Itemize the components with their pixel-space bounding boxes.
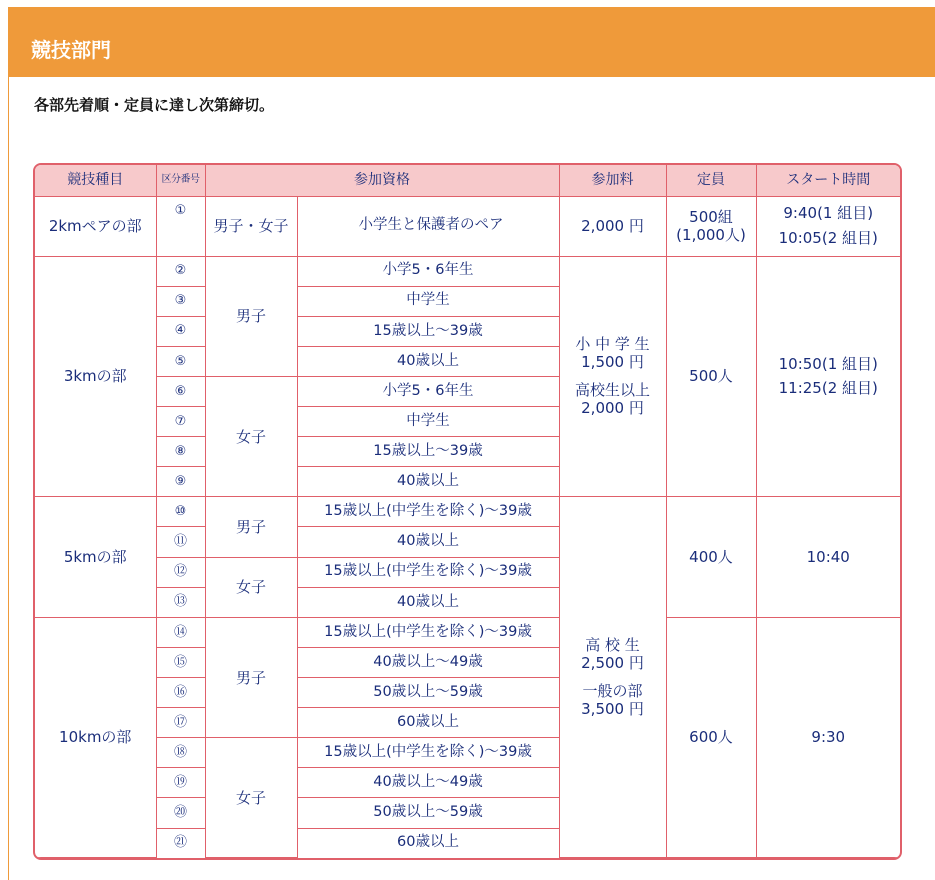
capacity-line: (1,000人)	[676, 226, 746, 244]
start-time-line: 10:05(2 組目)	[778, 229, 878, 247]
number-cell: ⑳	[156, 798, 205, 828]
entry-note: 各部先着順・定員に達し次第締切。	[34, 96, 275, 114]
number-cell: ⑤	[156, 346, 205, 376]
fee-line: 一般の部	[582, 682, 643, 701]
number-cell: ⑩	[156, 497, 205, 527]
gender-female: 女子	[205, 376, 297, 496]
number-cell: ⑰	[156, 708, 205, 738]
number-cell: ①	[156, 196, 205, 256]
number-cell: ⑱	[156, 738, 205, 768]
number-cell: ⑧	[156, 437, 205, 467]
qualification-cell: 40歳以上	[297, 467, 559, 497]
qualification-cell: 15歳以上〜39歳	[297, 316, 559, 346]
event-table	[35, 165, 900, 858]
number-cell: ⑥	[156, 376, 205, 406]
qualification-cell: 40歳以上	[297, 527, 559, 557]
qualification-cell: 15歳以上(中学生を除く)〜39歳	[297, 557, 559, 587]
start-time-10km: 9:30	[756, 617, 900, 857]
fee-line: 1,500 円	[581, 353, 644, 372]
number-cell: ②	[156, 256, 205, 286]
start-time-line: 9:40(1 組目)	[783, 204, 874, 223]
number-cell: ⑭	[156, 617, 205, 647]
capacity-3km: 500人	[666, 256, 756, 497]
number-cell: ③	[156, 286, 205, 316]
event-10km: 10kmの部	[35, 617, 156, 857]
gender-male: 男子	[205, 617, 297, 737]
header-fee: 参加料	[559, 165, 666, 196]
section-title: 競技部門	[31, 38, 111, 62]
fee-line: 小 中 学 生	[575, 335, 650, 354]
number-cell: ⑨	[156, 467, 205, 497]
capacity-10km: 600人	[666, 617, 756, 857]
table-header-row	[35, 165, 900, 196]
number-cell: ⑯	[156, 678, 205, 708]
number-cell: ④	[156, 316, 205, 346]
event-2km-pair: 2kmペアの部	[35, 196, 156, 256]
event-table-wrapper	[33, 163, 902, 860]
number-cell: ⑬	[156, 587, 205, 617]
start-time-3km	[756, 256, 900, 497]
fee-line: 2,000 円	[581, 399, 644, 418]
capacity-line: 500組	[689, 208, 733, 226]
qualification-cell: 小学生と保護者のペア	[297, 196, 559, 256]
gender-female: 女子	[205, 557, 297, 617]
number-cell: ⑲	[156, 768, 205, 798]
table-row	[35, 256, 900, 286]
event-3km: 3kmの部	[35, 256, 156, 497]
header-event: 競技種目	[35, 165, 156, 196]
capacity-5km: 400人	[666, 497, 756, 617]
qualification-cell: 15歳以上(中学生を除く)〜39歳	[297, 617, 559, 647]
qualification-cell: 中学生	[297, 286, 559, 316]
section-header	[8, 7, 935, 77]
table-row	[35, 497, 900, 527]
qualification-cell: 小学5・6年生	[297, 256, 559, 286]
fee-cell: 2,000 円	[559, 196, 666, 256]
gender-male: 男子	[205, 256, 297, 376]
qualification-cell: 40歳以上	[297, 587, 559, 617]
qualification-cell: 50歳以上〜59歳	[297, 678, 559, 708]
gender-female: 女子	[205, 738, 297, 858]
fee-line: 高 校 生	[585, 636, 640, 655]
header-start: スタート時間	[756, 165, 900, 196]
fee-line: 2,500 円	[581, 654, 644, 673]
header-capacity: 定員	[666, 165, 756, 196]
qualification-cell: 50歳以上〜59歳	[297, 798, 559, 828]
qualification-cell: 40歳以上〜49歳	[297, 647, 559, 677]
number-cell: ㉑	[156, 828, 205, 857]
qualification-cell: 40歳以上	[297, 346, 559, 376]
header-qualification: 参加資格	[205, 165, 559, 196]
qualification-cell: 小学5・6年生	[297, 376, 559, 406]
fee-line: 3,500 円	[581, 700, 644, 719]
fee-5-10km	[559, 497, 666, 858]
qualification-cell: 60歳以上	[297, 708, 559, 738]
qualification-cell: 15歳以上(中学生を除く)〜39歳	[297, 497, 559, 527]
event-5km: 5kmの部	[35, 497, 156, 617]
number-cell: ⑫	[156, 557, 205, 587]
start-time-5km: 10:40	[756, 497, 900, 617]
qualification-cell: 中学生	[297, 407, 559, 437]
qualification-cell: 15歳以上(中学生を除く)〜39歳	[297, 738, 559, 768]
table-row	[35, 617, 900, 647]
start-time-line: 10:50(1 組目)	[778, 354, 878, 373]
gender-male-female: 男子・女子	[205, 196, 297, 256]
number-cell: ⑦	[156, 407, 205, 437]
qualification-cell: 60歳以上	[297, 828, 559, 857]
qualification-cell: 15歳以上〜39歳	[297, 437, 559, 467]
start-time-cell	[756, 196, 900, 256]
table-row-pair	[35, 196, 900, 256]
number-cell: ⑪	[156, 527, 205, 557]
fee-3km	[559, 256, 666, 497]
number-cell: ⑮	[156, 647, 205, 677]
capacity-cell	[666, 196, 756, 256]
gender-male: 男子	[205, 497, 297, 557]
qualification-cell: 40歳以上〜49歳	[297, 768, 559, 798]
start-time-line: 11:25(2 組目)	[778, 379, 878, 398]
fee-line: 高校生以上	[574, 381, 650, 400]
header-number: 区分番号	[156, 165, 205, 196]
